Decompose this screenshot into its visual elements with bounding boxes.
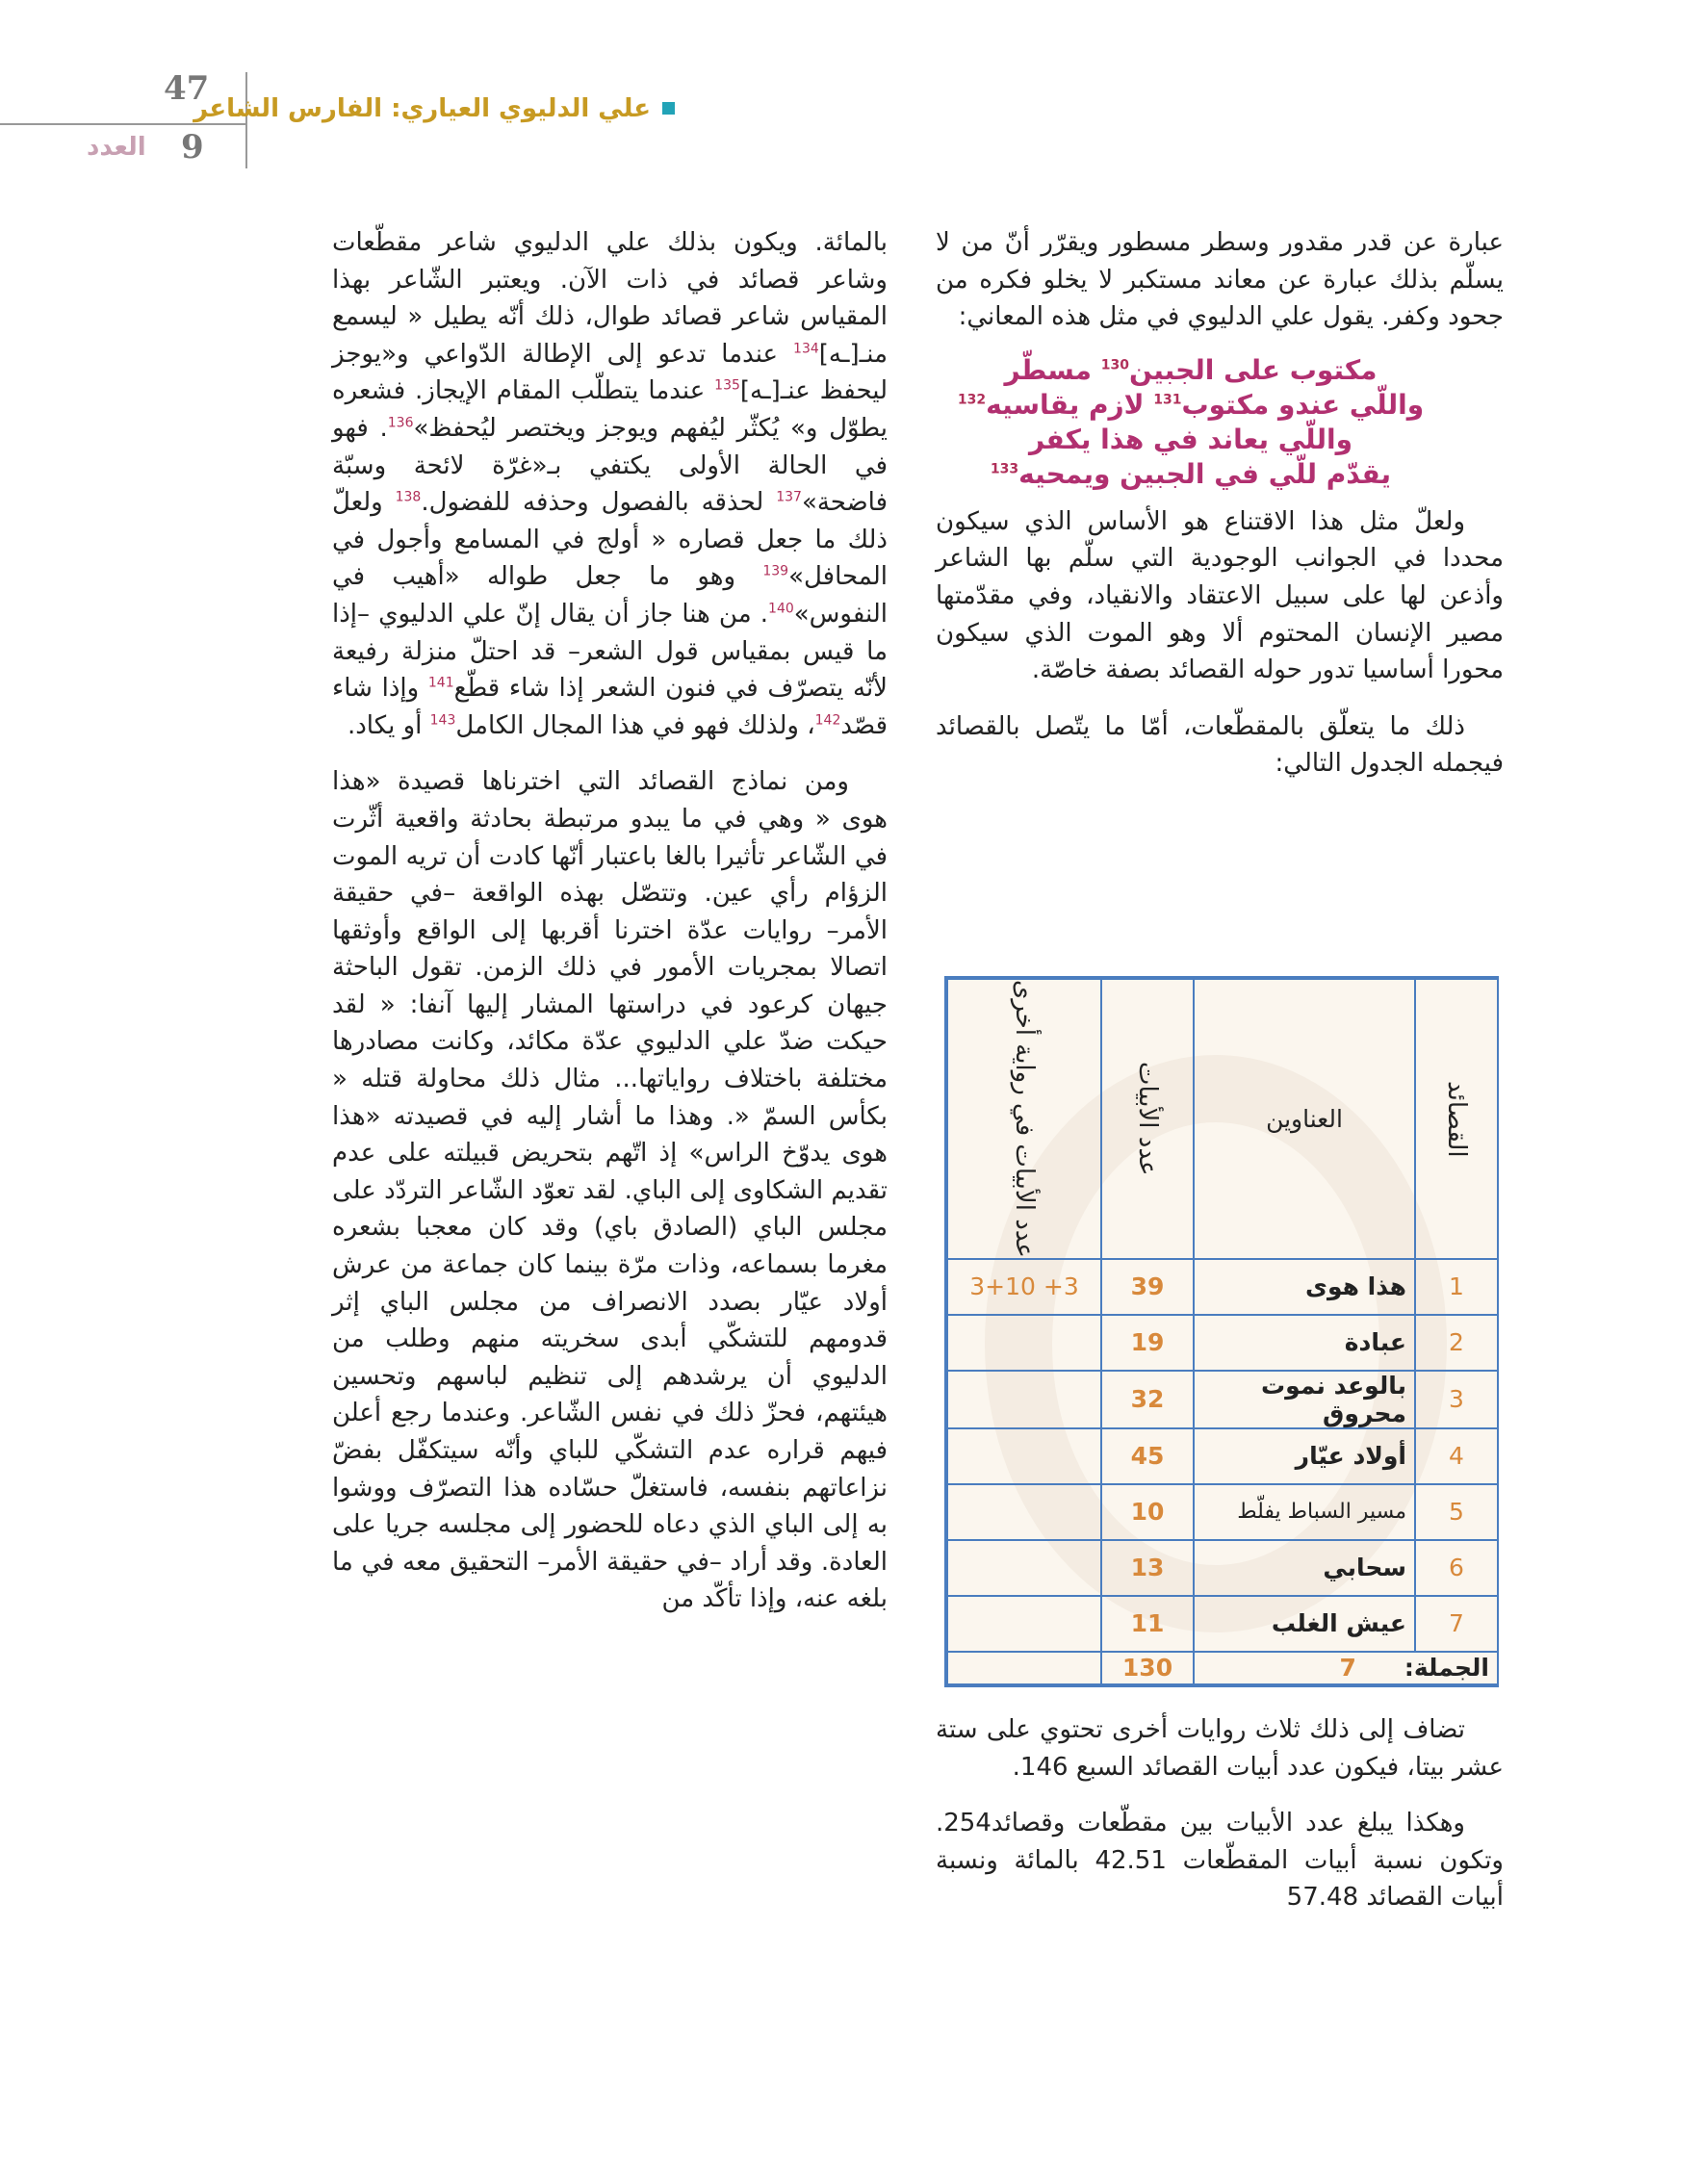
- poem: [936, 353, 1504, 492]
- table-row: 6 سحابي 13: [947, 1540, 1498, 1596]
- table-header-row: [947, 979, 1498, 1259]
- footnote-ref[interactable]: 130: [1100, 357, 1130, 373]
- footnote-ref[interactable]: 141: [427, 675, 454, 691]
- footnote-ref[interactable]: 133: [990, 461, 1019, 477]
- table-row: 5 مسير السباط يفلّط 10: [947, 1484, 1498, 1540]
- total-poems: 7: [1339, 1654, 1356, 1683]
- footnote-ref[interactable]: 143: [429, 712, 456, 729]
- table-row: 3 بالوعد نموت محروق 32: [947, 1371, 1498, 1428]
- footnote-ref[interactable]: 134: [793, 341, 819, 357]
- poem-line: يقدّم للّي في الجبين ويمحيه$^{133}$: [990, 457, 1392, 490]
- right-column: [936, 224, 1504, 783]
- poem-line: واللّي عندو مكتوب$^{131}$ لازم يقاسيه$^{132}$: [957, 388, 1425, 421]
- paragraph: تضاف إلى ذلك ثلاث روايات أخرى تحتوي على ستة عشر بيتا، فيكون عدد أبيات القصائد السبع 146.: [936, 1715, 1504, 1782]
- table-row: 7 عيش الغلب 11: [947, 1596, 1498, 1652]
- header-titles: العناوين: [1194, 979, 1415, 1259]
- paragraph: بالمائة. ويكون بذلك علي الدليوي شاعر مقطّعات وشاعر قصائد في ذات الآن. ويعتبر الشّاعر بهذا المقياس شاعر قصائد طوال، ذلك أنّه يطيل « ليسمع منـ[ـه]$^{134}$ عندما تدعو إلى الإطالة الدّواعي و«يوجز ليحفظ عنـ[ـه]$^{135}$ عندما يتطلّب المقام الإيجاز. فشعره يطوّل و» يُكثّر ليُفهم ويوجز ويختصر ليُحفظ»$^{136}$. فهو في الحالة الأولى يكتفي بـ«غرّة لائحة وسبّة فاضحة»$^{137}$ لحذقه بالفصول وحذفه للفضول.$^{138}$ ولعلّ ذلك ما جعل قصاره « أولج في المسامع وأجول في المحافل»$^{139}$ وهو ما جعل طواله «أهيب في النفوس»$^{140}$. من هنا جاز أن يقال إنّ علي الدليوي –إذا ما قيس بمقياس قول الشعر– قد احتلّ منزلة رفيعة لأنّه يتصرّف في فنون الشعر إذا شاء قطّع$^{141}$ وإذا شاء قصّد$^{142}$، ولذلك فهو في هذا المجال الكامل$^{143}$ أو يكاد.: [332, 228, 889, 740]
- total-label: الجملة:: [1404, 1654, 1489, 1683]
- article-title: علي الدليوي العياري: الفارس الشاعر: [193, 94, 651, 123]
- paragraph: وهكذا يبلغ عدد الأبيات بين مقطّعات وقصائد254. وتكون نسبة أبيات المقطّعات 42.51 بالمائة ونسبة أبيات القصائد 57.48: [936, 1809, 1504, 1913]
- title-marker-icon: [662, 102, 675, 115]
- table-total-row: [947, 1652, 1498, 1684]
- footnote-ref[interactable]: 142: [814, 712, 841, 729]
- header-qasaid: القصائد: [1415, 979, 1498, 1259]
- issue-label: العدد: [87, 133, 146, 162]
- poem-line: واللّي يعاند في هذا يكفر: [1029, 423, 1352, 455]
- left-column: [332, 224, 888, 1618]
- paragraph: عبارة عن قدر مقدور وسطر مسطور ويقرّر أنّ من لا يسلّم بذلك عبارة عن معاند مستكبر لا يخلو فكره من جحود وكفر. يقول علي الدليوي في مثل هذه المعاني:: [936, 228, 1504, 332]
- header-other: عدد الأبيات في رواية أخرى: [947, 979, 1101, 1259]
- page-number: 47: [164, 69, 210, 108]
- paragraph: ذلك ما يتعلّق بالمقطّعات، أمّا ما يتّصل بالقصائد فيجمله الجدول التالي:: [936, 711, 1504, 779]
- table-row: 2 عبادة 19: [947, 1315, 1498, 1371]
- poems-table: [944, 976, 1499, 1687]
- footnote-ref[interactable]: 131: [1153, 392, 1182, 408]
- table-row: 1 هذا هوى 39 3+10 +3: [947, 1259, 1498, 1315]
- issue-number: 9: [181, 128, 204, 167]
- page-header: [0, 0, 1700, 193]
- paragraph: ومن نماذج القصائد التي اخترناها قصيدة «هذا هوى « وهي في ما يبدو مرتبطة بحادثة واقعية أثّرت في الشّاعر تأثيرا بالغا باعتبار أنّها كادت أن تريه الموت الزؤام رأي عين. وتتصّل بهذه الواقعة –في حقيقة الأمر– روايات عدّة اخترنا أقربها إلى الواقع وأوثقها اتصالا بمجريات الأمور في ذلك الزمن. تقول الباحثة جيهان كرعود في دراستها المشار إليها آنفا: « لقد حيكت ضدّ علي الدليوي عدّة مكائد، وكانت مصادرها مختلفة باختلاف رواياتها... مثال ذلك محاولة قتله « بكأس السمّ «. وهذا ما أشار إليه في قصيدته «هذا هوى يدوّخ الراس» إذ اتّهم بتحريض قبيلته على عدم تقديم الشكاوى إلى الباي. لقد تعوّد الشّاعر التردّد على مجلس الباي (الصادق باي) وقد كان معجبا بشعره مغرما بسماعه، وذات مرّة بينما كان جماعة من عرش أولاد عيّار بصدد الانصراف من مجلس الباي إثر قدومهم للتشكّي أبدى سخريته منهم وطلب من الدليوي أن يرشدهم إلى تنظيم لباسهم وتحسين هيئتهم، فحزّ ذلك في نفس الشّاعر. وعندما رجع أعلن فيهم قراره عدم التشكّي للباي وأنّه سيتكفّل بفضّ نزاعاتهم بنفسه، فاستغلّ حسّاده هذا التصرّف ووشوا به إلى الباي الذي دعاه للحضور إلى مجلسه جريا على العادة. وقد أراد –في حقيقة الأمر– التحقيق معه في ما بلغه عنه، وإذا تأكّد من: [332, 767, 888, 1614]
- header-verses: عدد الأبيات: [1101, 979, 1194, 1259]
- paragraph: ولعلّ مثل هذا الاقتناع هو الأساس الذي سيكون محددا في الجوانب الوجودية التي سلّم بها الشاعر وأذعن لها على سبيل الاعتقاد والانقياد، وفي مقدّمتها مصير الإنسان المحتوم ألا وهو الموت الذي سيكون محورا أساسيا تدور حوله القصائد بصفة خاصّة.: [936, 506, 1504, 685]
- header-rule: [0, 123, 245, 125]
- footnote-ref[interactable]: 139: [762, 563, 789, 579]
- footnote-ref[interactable]: 138: [395, 489, 422, 505]
- footnote-ref[interactable]: 136: [387, 415, 414, 431]
- footnote-ref[interactable]: 135: [714, 377, 740, 394]
- total-verses: 130: [1101, 1652, 1194, 1684]
- footnote-ref[interactable]: 132: [957, 392, 987, 408]
- poem-line: مكتوب على الجبين$^{130}$ مسطّر: [1004, 353, 1378, 386]
- footnote-ref[interactable]: 140: [768, 601, 794, 617]
- table-row: 4 أولاد عيّار 45: [947, 1428, 1498, 1484]
- right-column-bottom: [936, 1711, 1504, 1916]
- footnote-ref[interactable]: 137: [776, 489, 802, 505]
